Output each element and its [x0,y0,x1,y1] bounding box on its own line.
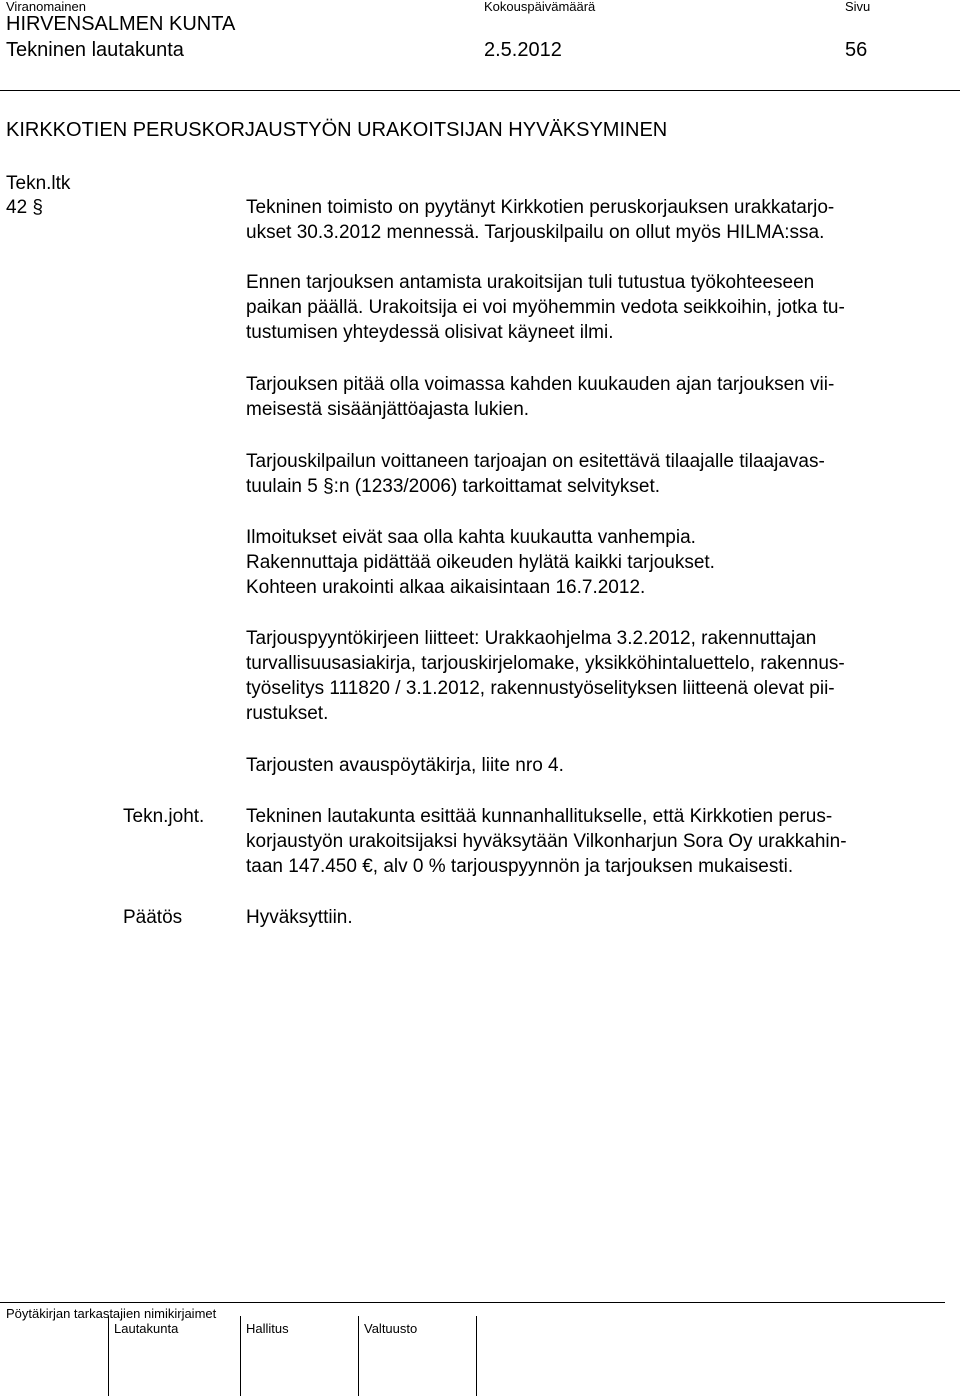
paragraph-5: Ilmoitukset eivät saa olla kahta kuukautta vanhempia. Rakennuttaja pidättää oikeuden hylätä kaikki tarjoukset. Kohteen urakointi alkaa aikaisintaan 16.7.2012. [246,527,715,598]
footer-col-valtuusto: Valtuusto [364,1321,418,1336]
decision-label: Päätös [123,907,183,928]
footer-box-separator [108,1316,109,1396]
reference-section: 42 § [6,197,43,218]
paragraph-4: Tarjouskilpailun voittaneen tarjoajan on esitettävä tilaajalle tilaajavas- tuulain 5 §:n (1233/2006) tarkoittamat selvitykset. [246,451,825,497]
paragraph-2: Ennen tarjouksen antamista urakoitsijan tuli tutustua työkohteeseen paikan päällä. Urakoitsija ei voi myöhemmin vedota seikkoihin, jotka tu- tustumisen yhteydessä olisivat käyneet ilmi. [246,272,845,343]
paragraph-7: Tarjousten avauspöytäkirja, liite nro 4. [246,755,564,776]
paragraph-6: Tarjouspyyntökirjeen liitteet: Urakkaohjelma 3.2.2012, rakennuttajan turvallisuusasiakirja, tarjouskirjelomake, yksikköhintaluettelo, rakennus- työselitys 111820 / 3.1.2012, rakennustyöselityksen liitteenä olevat pii- rustukset. [246,628,845,724]
page-number: 56 [845,39,868,61]
meeting-date: 2.5.2012 [484,39,562,61]
header-label-date: Kokouspäivämäärä [484,0,596,14]
footer-col-hallitus: Hallitus [246,1321,289,1336]
committee-name: Tekninen lautakunta [6,39,184,61]
footer-box-separator [476,1316,477,1396]
paragraph-1: Tekninen toimisto on pyytänyt Kirkkotien peruskorjauksen urakkatarjo- ukset 30.3.2012 mennessä. Tarjouskilpailu on ollut myös HILMA:ssa. [246,197,835,243]
decision-text: Hyväksyttiin. [246,907,353,928]
paragraph-3: Tarjouksen pitää olla voimassa kahden kuukauden ajan tarjouksen vii- meisestä sisäänjättöajasta lukien. [246,374,835,420]
footer-col-lautakunta: Lautakunta [114,1321,179,1336]
reference-body: Tekn.ltk [6,173,71,194]
organization-name: HIRVENSALMEN KUNTA [6,13,236,35]
footer-box-separator [358,1316,359,1396]
proposal-label: Tekn.joht. [123,806,205,827]
footer-divider [0,1302,945,1303]
proposal-text: Tekninen lautakunta esittää kunnanhallitukselle, että Kirkkotien perus- korjaustyön urakoitsijaksi hyväksytään Vilkonharjun Sora Oy urakkahin- taan 147.450 €, alv 0 % tarjouspyynnön ja tarjouksen mukaisesti. [246,806,847,877]
header-label-page: Sivu [845,0,871,14]
footer-title: Pöytäkirjan tarkastajien nimikirjaimet [6,1306,217,1321]
footer-box-separator [240,1316,241,1396]
header-label-holder: Viranomainen [6,0,86,14]
header-divider [0,90,960,91]
section-title: KIRKKOTIEN PERUSKORJAUSTYÖN URAKOITSIJAN HYVÄKSYMINEN [6,119,668,141]
